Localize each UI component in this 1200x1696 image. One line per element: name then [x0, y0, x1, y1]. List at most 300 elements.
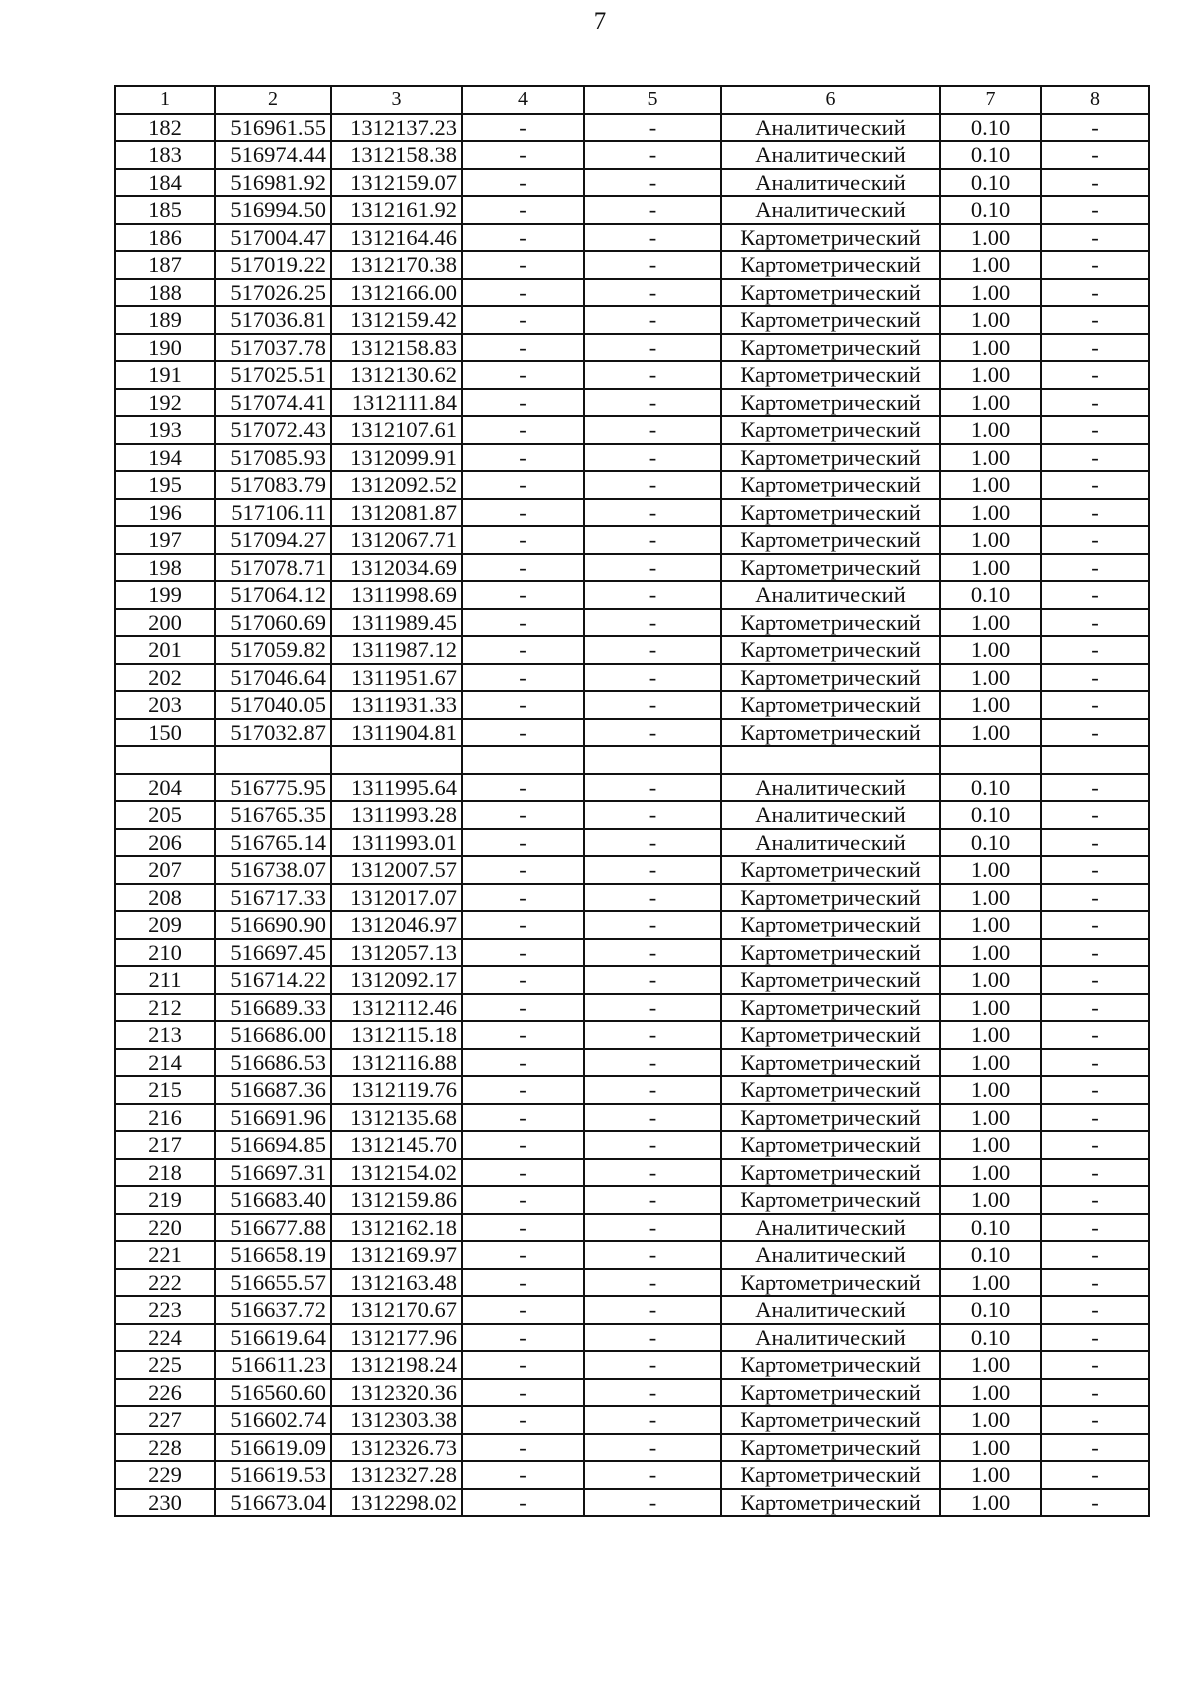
cell-col-4: -	[462, 444, 584, 472]
cell-coord-y: 1311931.33	[331, 691, 462, 719]
cell-coord-y: 1312112.46	[331, 994, 462, 1022]
cell-col-4: -	[462, 636, 584, 664]
cell-col-5: -	[584, 719, 721, 747]
cell-col-8: -	[1041, 499, 1149, 527]
cell-method: Картометрический	[721, 1104, 940, 1132]
cell-coord-y: 1311993.01	[331, 829, 462, 857]
table-row	[115, 334, 1149, 362]
cell-col-8: -	[1041, 1324, 1149, 1352]
cell-col-5: -	[584, 884, 721, 912]
cell-coord-x: 516658.19	[215, 1241, 331, 1269]
cell-point-number: 211	[115, 966, 215, 994]
cell-col-4: -	[462, 691, 584, 719]
table-row	[115, 1186, 1149, 1214]
cell-col-8: -	[1041, 1021, 1149, 1049]
cell-point-number: 207	[115, 856, 215, 884]
cell-point-number: 221	[115, 1241, 215, 1269]
cell-col-8: -	[1041, 664, 1149, 692]
cell-point-number: 194	[115, 444, 215, 472]
cell-col-8	[1041, 746, 1149, 774]
cell-col-5: -	[584, 1406, 721, 1434]
cell-accuracy: 1.00	[940, 1104, 1041, 1132]
cell-coord-y: 1312158.83	[331, 334, 462, 362]
table-row	[115, 416, 1149, 444]
cell-col-5: -	[584, 444, 721, 472]
cell-col-5: -	[584, 389, 721, 417]
cell-accuracy: 1.00	[940, 691, 1041, 719]
table-row	[115, 251, 1149, 279]
cell-coord-x: 516683.40	[215, 1186, 331, 1214]
cell-method: Картометрический	[721, 1406, 940, 1434]
cell-point-number: 196	[115, 499, 215, 527]
table-row	[115, 939, 1149, 967]
cell-coord-x: 516637.72	[215, 1296, 331, 1324]
cell-col-4: -	[462, 1379, 584, 1407]
cell-coord-y: 1311951.67	[331, 664, 462, 692]
cell-accuracy: 1.00	[940, 1186, 1041, 1214]
cell-point-number: 208	[115, 884, 215, 912]
cell-col-4: -	[462, 801, 584, 829]
cell-col-8: -	[1041, 994, 1149, 1022]
cell-point-number: 204	[115, 774, 215, 802]
table-row	[115, 1269, 1149, 1297]
cell-point-number: 218	[115, 1159, 215, 1187]
cell-point-number: 215	[115, 1076, 215, 1104]
cell-col-5: -	[584, 1021, 721, 1049]
table-row	[115, 1434, 1149, 1462]
cell-coord-x: 516619.53	[215, 1461, 331, 1489]
coordinates-table	[114, 85, 1150, 1517]
cell-col-8: -	[1041, 114, 1149, 142]
cell-method: Картометрический	[721, 1489, 940, 1517]
cell-col-4: -	[462, 829, 584, 857]
cell-method: Аналитический	[721, 774, 940, 802]
column-header: 2	[215, 86, 331, 114]
cell-accuracy: 1.00	[940, 361, 1041, 389]
cell-coord-x: 517085.93	[215, 444, 331, 472]
cell-method: Картометрический	[721, 609, 940, 637]
table-row	[115, 609, 1149, 637]
cell-col-8: -	[1041, 416, 1149, 444]
cell-col-5: -	[584, 636, 721, 664]
cell-col-4: -	[462, 1351, 584, 1379]
table-row	[115, 196, 1149, 224]
cell-accuracy: 0.10	[940, 169, 1041, 197]
cell-coord-x: 516687.36	[215, 1076, 331, 1104]
table-row	[115, 471, 1149, 499]
cell-coord-y: 1312017.07	[331, 884, 462, 912]
cell-point-number	[115, 746, 215, 774]
cell-accuracy: 0.10	[940, 141, 1041, 169]
cell-point-number: 187	[115, 251, 215, 279]
table-row	[115, 746, 1149, 774]
cell-method: Картометрический	[721, 1186, 940, 1214]
cell-col-5: -	[584, 801, 721, 829]
cell-accuracy: 0.10	[940, 1241, 1041, 1269]
cell-col-8: -	[1041, 1131, 1149, 1159]
cell-col-8: -	[1041, 1296, 1149, 1324]
cell-col-4: -	[462, 1186, 584, 1214]
cell-accuracy: 0.10	[940, 1324, 1041, 1352]
cell-accuracy: 1.00	[940, 1159, 1041, 1187]
cell-col-5: -	[584, 554, 721, 582]
cell-col-5: -	[584, 251, 721, 279]
cell-coord-y: 1312081.87	[331, 499, 462, 527]
cell-point-number: 222	[115, 1269, 215, 1297]
cell-col-8: -	[1041, 774, 1149, 802]
cell-method: Картометрический	[721, 664, 940, 692]
cell-col-4: -	[462, 526, 584, 554]
cell-method: Аналитический	[721, 829, 940, 857]
cell-col-8: -	[1041, 1241, 1149, 1269]
cell-accuracy: 1.00	[940, 1461, 1041, 1489]
cell-point-number: 224	[115, 1324, 215, 1352]
cell-col-4: -	[462, 334, 584, 362]
cell-col-5: -	[584, 774, 721, 802]
cell-accuracy: 0.10	[940, 196, 1041, 224]
cell-col-5: -	[584, 1049, 721, 1077]
cell-coord-y: 1312092.17	[331, 966, 462, 994]
cell-accuracy: 0.10	[940, 114, 1041, 142]
table-row	[115, 1021, 1149, 1049]
table-row	[115, 224, 1149, 252]
cell-coord-x: 516697.31	[215, 1159, 331, 1187]
cell-point-number: 229	[115, 1461, 215, 1489]
cell-col-5: -	[584, 279, 721, 307]
cell-coord-y: 1312159.07	[331, 169, 462, 197]
cell-point-number: 212	[115, 994, 215, 1022]
cell-method: Картометрический	[721, 856, 940, 884]
cell-col-8: -	[1041, 389, 1149, 417]
cell-accuracy: 1.00	[940, 1131, 1041, 1159]
cell-accuracy: 1.00	[940, 609, 1041, 637]
cell-accuracy: 1.00	[940, 1076, 1041, 1104]
cell-coord-y: 1312170.67	[331, 1296, 462, 1324]
cell-coord-y: 1311904.81	[331, 719, 462, 747]
cell-point-number: 219	[115, 1186, 215, 1214]
cell-method: Картометрический	[721, 1461, 940, 1489]
cell-coord-y: 1312161.92	[331, 196, 462, 224]
cell-col-4: -	[462, 361, 584, 389]
cell-coord-x: 517083.79	[215, 471, 331, 499]
cell-accuracy: 1.00	[940, 636, 1041, 664]
cell-coord-x: 517094.27	[215, 526, 331, 554]
cell-col-5: -	[584, 609, 721, 637]
cell-coord-x: 516694.85	[215, 1131, 331, 1159]
cell-col-8: -	[1041, 884, 1149, 912]
cell-col-5: -	[584, 664, 721, 692]
cell-coord-y: 1312034.69	[331, 554, 462, 582]
cell-col-5: -	[584, 471, 721, 499]
cell-col-4: -	[462, 196, 584, 224]
cell-col-4: -	[462, 1296, 584, 1324]
cell-coord-y: 1312154.02	[331, 1159, 462, 1187]
cell-coord-x: 517019.22	[215, 251, 331, 279]
cell-coord-x: 516611.23	[215, 1351, 331, 1379]
table-row	[115, 801, 1149, 829]
table-row	[115, 884, 1149, 912]
cell-col-4: -	[462, 389, 584, 417]
cell-point-number: 189	[115, 306, 215, 334]
cell-coord-y: 1312130.62	[331, 361, 462, 389]
cell-point-number: 205	[115, 801, 215, 829]
cell-coord-y: 1312166.00	[331, 279, 462, 307]
cell-col-4: -	[462, 1324, 584, 1352]
cell-point-number: 150	[115, 719, 215, 747]
cell-accuracy: 1.00	[940, 966, 1041, 994]
cell-method: Картометрический	[721, 1269, 940, 1297]
cell-coord-y: 1312170.38	[331, 251, 462, 279]
cell-col-8: -	[1041, 1214, 1149, 1242]
cell-point-number: 213	[115, 1021, 215, 1049]
cell-accuracy: 1.00	[940, 444, 1041, 472]
column-header: 1	[115, 86, 215, 114]
cell-col-8: -	[1041, 1406, 1149, 1434]
cell-col-5: -	[584, 1489, 721, 1517]
cell-accuracy: 1.00	[940, 1489, 1041, 1517]
cell-coord-x: 516765.14	[215, 829, 331, 857]
cell-point-number: 200	[115, 609, 215, 637]
cell-coord-x: 516619.64	[215, 1324, 331, 1352]
cell-method: Картометрический	[721, 224, 940, 252]
cell-coord-y: 1311998.69	[331, 581, 462, 609]
cell-method: Аналитический	[721, 1241, 940, 1269]
table-row	[115, 1296, 1149, 1324]
cell-accuracy: 1.00	[940, 1434, 1041, 1462]
cell-method: Картометрический	[721, 306, 940, 334]
cell-col-5: -	[584, 1159, 721, 1187]
cell-coord-y: 1312169.97	[331, 1241, 462, 1269]
cell-col-8: -	[1041, 141, 1149, 169]
cell-col-5: -	[584, 911, 721, 939]
cell-col-5: -	[584, 114, 721, 142]
cell-col-8: -	[1041, 334, 1149, 362]
cell-accuracy: 0.10	[940, 801, 1041, 829]
cell-coord-x: 516686.53	[215, 1049, 331, 1077]
cell-coord-x: 516602.74	[215, 1406, 331, 1434]
cell-col-5: -	[584, 581, 721, 609]
cell-accuracy: 1.00	[940, 334, 1041, 362]
cell-coord-y: 1311993.28	[331, 801, 462, 829]
cell-coord-x: 516619.09	[215, 1434, 331, 1462]
cell-coord-y: 1311989.45	[331, 609, 462, 637]
cell-coord-x: 516655.57	[215, 1269, 331, 1297]
cell-accuracy: 1.00	[940, 554, 1041, 582]
cell-col-5: -	[584, 1104, 721, 1132]
table-row	[115, 994, 1149, 1022]
table-row	[115, 554, 1149, 582]
cell-coord-x: 516775.95	[215, 774, 331, 802]
cell-coord-y: 1312198.24	[331, 1351, 462, 1379]
cell-col-8: -	[1041, 1461, 1149, 1489]
cell-col-4	[462, 746, 584, 774]
cell-method: Картометрический	[721, 884, 940, 912]
cell-col-4: -	[462, 719, 584, 747]
cell-col-4: -	[462, 1461, 584, 1489]
cell-col-5: -	[584, 1241, 721, 1269]
cell-method: Картометрический	[721, 1021, 940, 1049]
cell-coord-y: 1312158.38	[331, 141, 462, 169]
cell-method: Картометрический	[721, 939, 940, 967]
table-row	[115, 1406, 1149, 1434]
cell-coord-x: 516961.55	[215, 114, 331, 142]
cell-method: Картометрический	[721, 911, 940, 939]
cell-accuracy: 0.10	[940, 774, 1041, 802]
cell-accuracy: 1.00	[940, 1379, 1041, 1407]
cell-accuracy: 1.00	[940, 526, 1041, 554]
cell-col-5: -	[584, 1379, 721, 1407]
cell-col-8: -	[1041, 856, 1149, 884]
cell-point-number: 191	[115, 361, 215, 389]
cell-coord-y: 1312115.18	[331, 1021, 462, 1049]
cell-coord-x: 516738.07	[215, 856, 331, 884]
cell-point-number: 220	[115, 1214, 215, 1242]
column-header: 6	[721, 86, 940, 114]
cell-method: Картометрический	[721, 361, 940, 389]
cell-col-8: -	[1041, 609, 1149, 637]
cell-coord-x: 517078.71	[215, 554, 331, 582]
cell-col-8: -	[1041, 1489, 1149, 1517]
cell-col-8: -	[1041, 581, 1149, 609]
cell-point-number: 209	[115, 911, 215, 939]
cell-col-5: -	[584, 939, 721, 967]
cell-col-8: -	[1041, 361, 1149, 389]
cell-col-8: -	[1041, 169, 1149, 197]
cell-method: Картометрический	[721, 416, 940, 444]
cell-point-number: 198	[115, 554, 215, 582]
cell-accuracy: 1.00	[940, 1351, 1041, 1379]
cell-col-8: -	[1041, 554, 1149, 582]
cell-col-8: -	[1041, 691, 1149, 719]
cell-accuracy	[940, 746, 1041, 774]
cell-coord-x: 516690.90	[215, 911, 331, 939]
cell-point-number: 186	[115, 224, 215, 252]
cell-coord-y: 1312303.38	[331, 1406, 462, 1434]
cell-method: Картометрический	[721, 636, 940, 664]
table-row	[115, 1159, 1149, 1187]
cell-method: Аналитический	[721, 1324, 940, 1352]
cell-accuracy: 1.00	[940, 1269, 1041, 1297]
cell-col-5: -	[584, 994, 721, 1022]
cell-col-5: -	[584, 416, 721, 444]
cell-col-8: -	[1041, 1104, 1149, 1132]
page-number: 7	[593, 8, 607, 35]
cell-method: Аналитический	[721, 169, 940, 197]
cell-col-4: -	[462, 1269, 584, 1297]
cell-col-4: -	[462, 114, 584, 142]
cell-accuracy: 1.00	[940, 719, 1041, 747]
cell-col-5: -	[584, 141, 721, 169]
cell-method: Картометрический	[721, 1076, 940, 1104]
cell-accuracy: 1.00	[940, 224, 1041, 252]
cell-method	[721, 746, 940, 774]
cell-col-8: -	[1041, 1434, 1149, 1462]
cell-col-8: -	[1041, 251, 1149, 279]
cell-col-8: -	[1041, 196, 1149, 224]
cell-col-8: -	[1041, 1351, 1149, 1379]
cell-method: Картометрический	[721, 471, 940, 499]
table-row	[115, 1104, 1149, 1132]
cell-method: Аналитический	[721, 1214, 940, 1242]
table-row	[115, 1489, 1149, 1517]
table-row	[115, 636, 1149, 664]
cell-col-5: -	[584, 169, 721, 197]
cell-point-number: 199	[115, 581, 215, 609]
cell-coord-x: 517040.05	[215, 691, 331, 719]
cell-point-number: 197	[115, 526, 215, 554]
table-row	[115, 444, 1149, 472]
cell-coord-x: 517074.41	[215, 389, 331, 417]
cell-accuracy: 1.00	[940, 1021, 1041, 1049]
cell-col-4: -	[462, 939, 584, 967]
cell-method: Аналитический	[721, 141, 940, 169]
cell-col-4: -	[462, 499, 584, 527]
cell-coord-x: 517064.12	[215, 581, 331, 609]
cell-method: Картометрический	[721, 719, 940, 747]
cell-method: Картометрический	[721, 389, 940, 417]
cell-col-8: -	[1041, 636, 1149, 664]
cell-point-number: 228	[115, 1434, 215, 1462]
cell-accuracy: 0.10	[940, 1214, 1041, 1242]
cell-col-4: -	[462, 856, 584, 884]
cell-coord-y: 1312135.68	[331, 1104, 462, 1132]
cell-col-4: -	[462, 966, 584, 994]
cell-point-number: 223	[115, 1296, 215, 1324]
cell-col-4: -	[462, 1104, 584, 1132]
cell-accuracy: 1.00	[940, 939, 1041, 967]
cell-method: Аналитический	[721, 581, 940, 609]
cell-col-8: -	[1041, 829, 1149, 857]
cell-col-5	[584, 746, 721, 774]
cell-point-number: 210	[115, 939, 215, 967]
cell-coord-x: 517025.51	[215, 361, 331, 389]
cell-coord-x: 517059.82	[215, 636, 331, 664]
cell-coord-y	[331, 746, 462, 774]
cell-col-5: -	[584, 856, 721, 884]
column-header: 7	[940, 86, 1041, 114]
cell-method: Аналитический	[721, 196, 940, 224]
table-row	[115, 1351, 1149, 1379]
cell-col-4: -	[462, 279, 584, 307]
table-row	[115, 361, 1149, 389]
cell-point-number: 206	[115, 829, 215, 857]
table-row	[115, 306, 1149, 334]
cell-col-4: -	[462, 1489, 584, 1517]
cell-method: Картометрический	[721, 691, 940, 719]
cell-method: Картометрический	[721, 526, 940, 554]
table-row	[115, 829, 1149, 857]
cell-method: Картометрический	[721, 966, 940, 994]
table-row	[115, 1324, 1149, 1352]
cell-coord-y: 1312137.23	[331, 114, 462, 142]
cell-accuracy: 1.00	[940, 1049, 1041, 1077]
cell-col-8: -	[1041, 1379, 1149, 1407]
cell-method: Картометрический	[721, 1131, 940, 1159]
cell-method: Картометрический	[721, 444, 940, 472]
cell-accuracy: 1.00	[940, 471, 1041, 499]
cell-col-8: -	[1041, 444, 1149, 472]
cell-col-5: -	[584, 966, 721, 994]
cell-coord-x: 517037.78	[215, 334, 331, 362]
cell-col-4: -	[462, 1406, 584, 1434]
cell-coord-y: 1311995.64	[331, 774, 462, 802]
cell-col-8: -	[1041, 1186, 1149, 1214]
cell-col-4: -	[462, 1159, 584, 1187]
cell-col-4: -	[462, 911, 584, 939]
table-row	[115, 1076, 1149, 1104]
cell-coord-x: 517026.25	[215, 279, 331, 307]
table-header-row	[115, 86, 1149, 114]
